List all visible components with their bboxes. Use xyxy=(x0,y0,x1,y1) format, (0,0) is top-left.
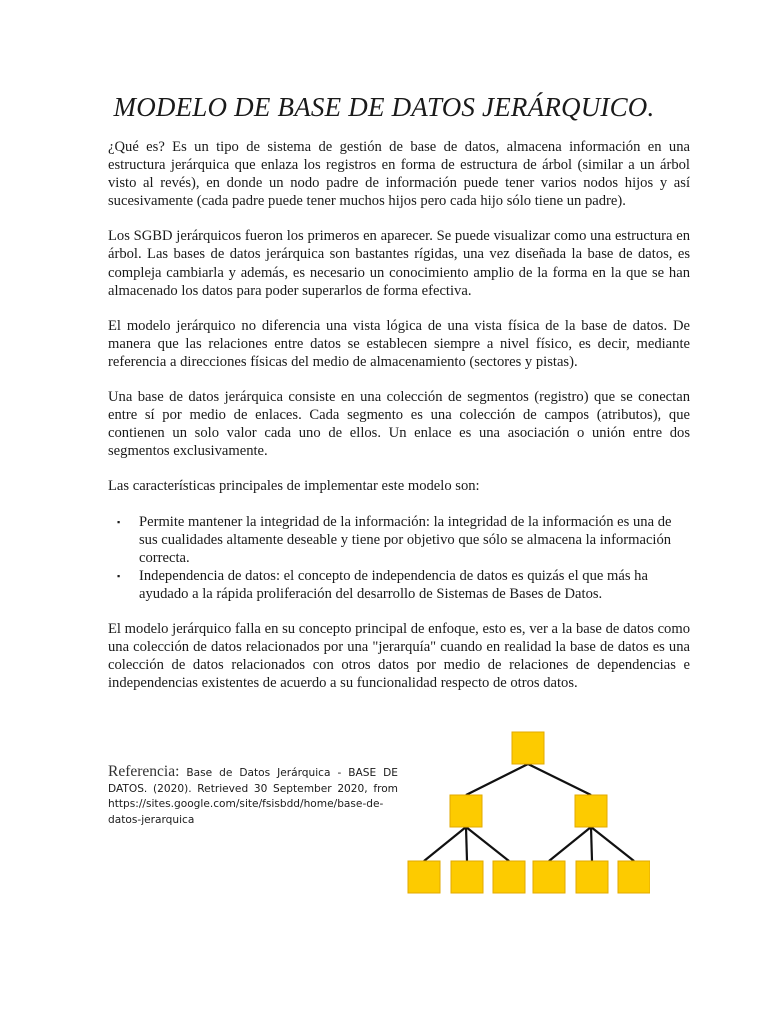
characteristics-list xyxy=(108,513,690,603)
tree-edge-mid-2-to-leaf-6 xyxy=(591,827,634,861)
tree-node-leaf-5 xyxy=(576,861,608,893)
list-item-text: Independencia de datos: el concepto de independencia de datos es quizás el que más ha ayudado a la rápida proliferación del desarrollo de Sistemas de Bases de Datos. xyxy=(139,567,648,602)
paragraph-logical-physical: El modelo jerárquico no diferencia una vista lógica de una vista física de la base de datos. De manera que las relaciones entre datos se establecen siempre a nivel físico, es decir, mediante referencia a direcciones físicas del medio de almacenamiento (sectores y pistas). xyxy=(108,317,690,370)
tree-node-level2-1 xyxy=(450,795,482,827)
tree-edge-mid-2-to-leaf-5 xyxy=(591,827,592,861)
tree-node-root xyxy=(512,732,544,764)
tree-edge-mid-1-to-leaf-1 xyxy=(424,827,466,861)
tree-node-leaf-1 xyxy=(408,861,440,893)
list-item-text: Permite mantener la integridad de la información: la integridad de la información es una de sus cualidades altamente deseable y tiene por objetivo que sólo se almacena la información correcta. xyxy=(139,513,672,566)
page-title: MODELO DE BASE DE DATOS JERÁRQUICO. xyxy=(113,92,655,122)
paragraph-sgbd: Los SGBD jerárquicos fueron los primeros en aparecer. Se puede visualizar como una estructura en árbol. Las bases de datos jerárquica son bastantes rígidas, una vez diseñada la base de datos, es compleja cambiarla y además, es necesario un conocimiento amplio de la forma en la que se han almacenado los datos para poder superarlos de forma efectiva. xyxy=(108,228,690,299)
tree-node-leaf-3 xyxy=(493,861,525,893)
paragraph-what-is: ¿Qué es? Es un tipo de sistema de gestión de base de datos, almacena información en una estructura jerárquica que enlaza los registros en forma de estructura de árbol (similar a un árbol visto al revés), en donde un nodo padre de información puede tener varios nodos hijos y así sucesivamente (cada padre puede tener muchos hijos pero cada hijo sólo tiene un padre). xyxy=(108,139,690,210)
reference-block xyxy=(108,764,398,828)
document-body xyxy=(108,138,690,709)
paragraph-closing: El modelo jerárquico falla en su concepto principal de enfoque, esto es, ver a la base de datos como una colección de datos relacionados por una "jerarquía" cuando en realidad la base de datos es una colección de datos relacionados con otros datos por medio de relaciones de dependencias e independencias existentes de acuerdo a su funcionalidad respecto de otros datos. xyxy=(108,620,690,692)
reference-label: Referencia: xyxy=(108,763,180,780)
tree-node-leaf-2 xyxy=(451,861,483,893)
list-item xyxy=(108,567,690,603)
paragraph-segments: Una base de datos jerárquica consiste en una colección de segmentos (registro) que se conectan entre sí por medio de enlaces. Cada segmento es una colección de campos (atributos), que contienen un solo valor cada uno de ellos. Un enlace es una asociación o unión entre dos segmentos exclusivamente. xyxy=(108,389,690,460)
tree-node-leaf-4 xyxy=(533,861,565,893)
paragraph-characteristics-intro: Las características principales de implementar este modelo son: xyxy=(108,478,480,495)
bullet-icon: ▪ xyxy=(117,516,121,527)
bullet-icon: ▪ xyxy=(117,570,121,581)
tree-edge-root-to-mid-2 xyxy=(528,764,591,795)
reference-text: Base de Datos Jerárquica - BASE DE DATOS. (2020). Retrieved 30 September 2020, from https://sites.google.com/site/fsisbdd/home/base-de-datos-jerarquica xyxy=(108,767,398,826)
tree-edge-root-to-mid-1 xyxy=(466,764,528,795)
tree-edge-mid-2-to-leaf-4 xyxy=(549,827,591,861)
hierarchy-tree-diagram xyxy=(400,724,650,896)
tree-node-leaf-6 xyxy=(618,861,650,893)
tree-node-level2-2 xyxy=(575,795,607,827)
tree-edge-mid-1-to-leaf-2 xyxy=(466,827,467,861)
tree-edge-mid-1-to-leaf-3 xyxy=(466,827,509,861)
list-item xyxy=(108,513,690,567)
